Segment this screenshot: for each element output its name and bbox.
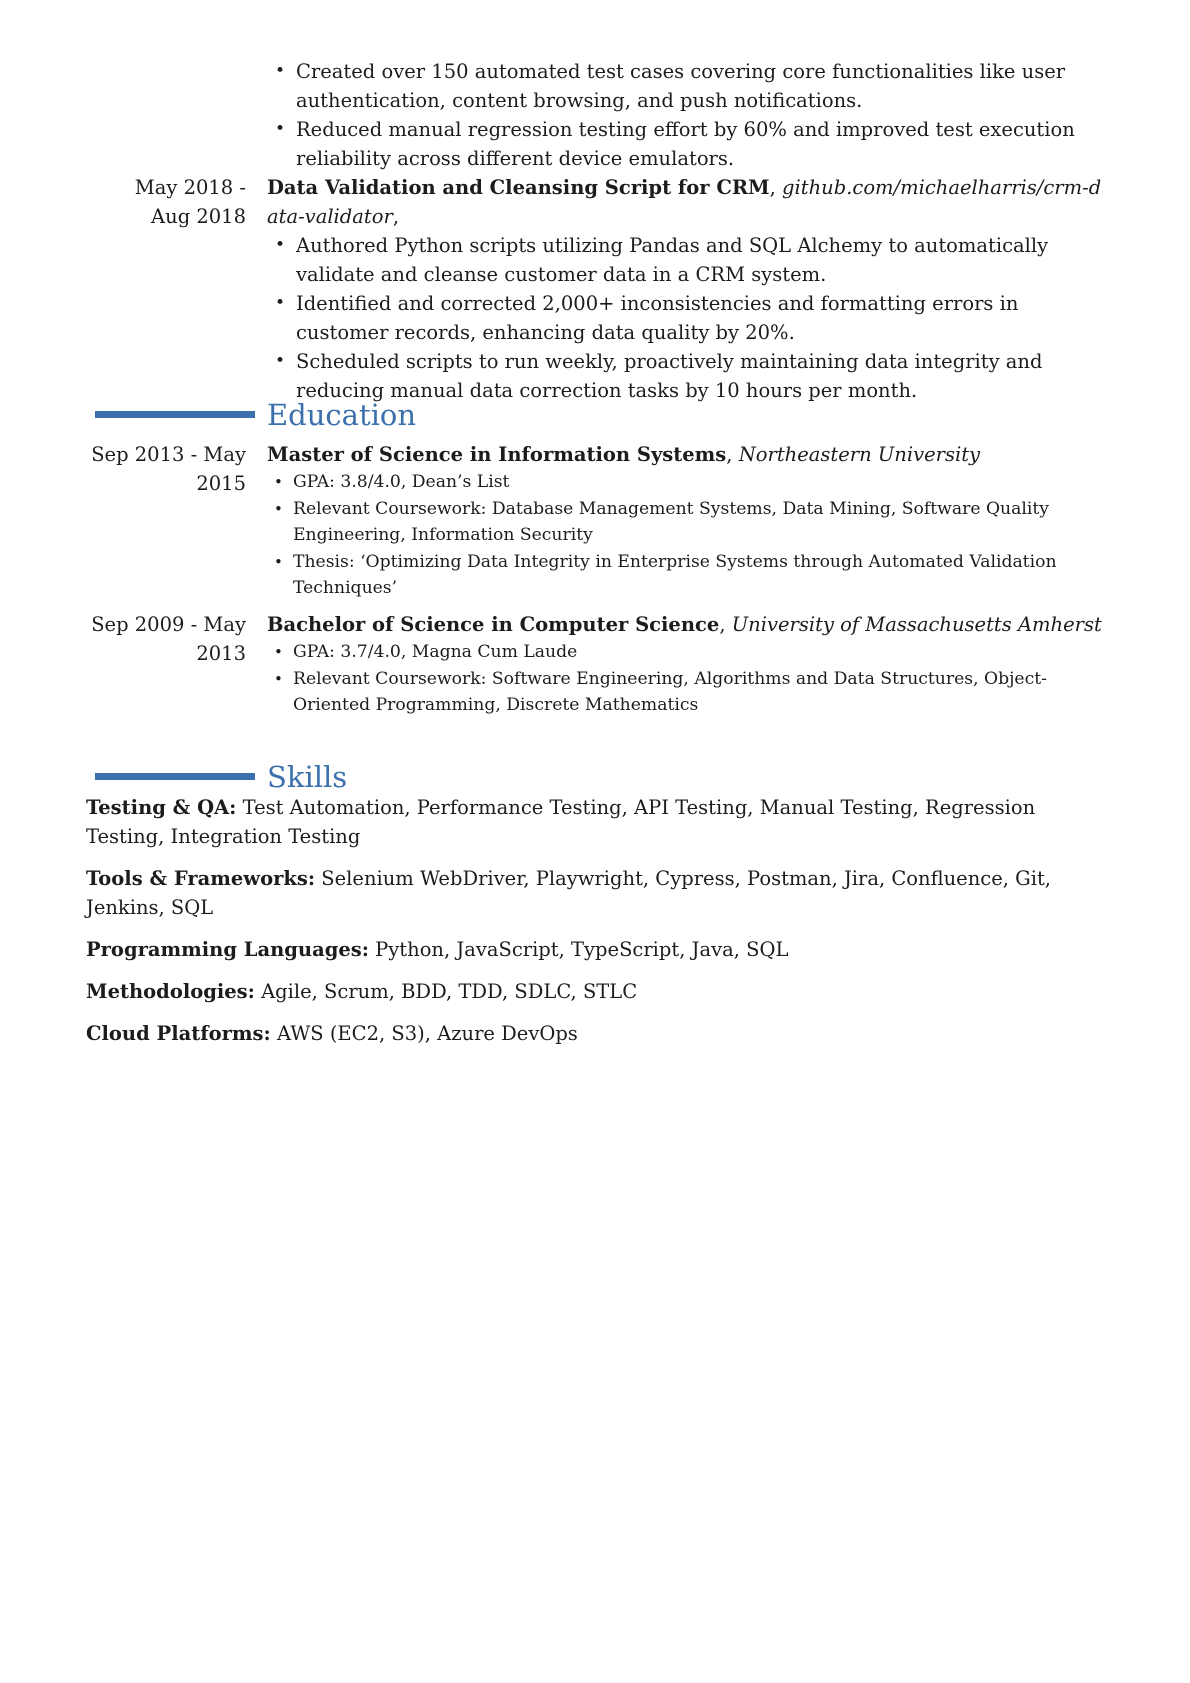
skill-value: Agile, Scrum, BDD, TDD, SDLC, STLC <box>261 980 638 1003</box>
section-accent-bar <box>95 411 255 418</box>
education-date <box>80 440 246 498</box>
date-start: Sep 2009 - May <box>91 613 246 636</box>
section-title: Education <box>267 398 417 432</box>
project-link[interactable]: github.com/michaelharris/crm-data-validator <box>267 176 1102 228</box>
bullet-item: • Reduced manual regression testing effort by 60% and improved test execution reliability across different device emulators. <box>267 115 1102 173</box>
project-trailing-comma: , <box>392 205 400 228</box>
section-title: Skills <box>267 760 348 794</box>
skill-value: AWS (EC2, S3), Azure DevOps <box>276 1022 578 1045</box>
project-bullets <box>267 231 1102 405</box>
date-end: 2015 <box>196 472 246 495</box>
project-heading: Data Validation and Cleansing Script for CRM, github.com/michaelharris/crm-data-validator, <box>267 176 1102 228</box>
skill-value: Python, JavaScript, TypeScript, Java, SQL <box>375 938 789 961</box>
bullet-item: • GPA: 3.7/4.0, Magna Cum Laude <box>267 639 1102 666</box>
previous-project-content <box>267 57 1102 173</box>
bullet-item: • Scheduled scripts to run weekly, proactively maintaining data integrity and reducing manual data correction tasks by 10 hours per month. <box>267 347 1102 405</box>
skill-row <box>86 935 1102 964</box>
education-date <box>80 610 246 668</box>
education-content <box>267 610 1102 719</box>
bullet-item: • Relevant Coursework: Database Management Systems, Data Mining, Software Quality Engineering, Information Security <box>267 496 1102 549</box>
project-title: Data Validation and Cleansing Script for CRM <box>267 176 770 199</box>
date-start: May 2018 - <box>134 176 246 199</box>
section-accent-bar <box>95 773 255 780</box>
skill-label: Methodologies: <box>86 980 255 1003</box>
bullet-item: • Identified and corrected 2,000+ inconsistencies and formatting errors in customer records, enhancing data quality by 20%. <box>267 289 1102 347</box>
bullet-item: • Authored Python scripts utilizing Pandas and SQL Alchemy to automatically validate and cleanse customer data in a CRM system. <box>267 231 1102 289</box>
skill-label: Programming Languages: <box>86 938 369 961</box>
education-content <box>267 440 1102 602</box>
date-start: Sep 2013 - May <box>91 443 246 466</box>
school-name: Northeastern University <box>738 443 981 466</box>
bullet-item: • Created over 150 automated test cases covering core functionalities like user authentication, content browsing, and push notifications. <box>267 57 1102 115</box>
project-content <box>267 173 1102 405</box>
education-heading: Bachelor of Science in Computer Science, University of Massachusetts Amherst <box>267 613 1102 636</box>
skill-value: Test Automation, Performance Testing, API Testing, Manual Testing, Regression Testing, Integration Testing <box>86 796 1036 848</box>
date-end: 2013 <box>196 642 246 665</box>
previous-project-bullets <box>267 57 1102 173</box>
education-bullets <box>267 469 1102 602</box>
education-heading: Master of Science in Information Systems, Northeastern University <box>267 443 981 466</box>
skill-row <box>86 977 1102 1006</box>
bullet-item: • Thesis: ‘Optimizing Data Integrity in Enterprise Systems through Automated Validation Techniques’ <box>267 549 1102 602</box>
degree-title: Master of Science in Information Systems <box>267 443 727 466</box>
skill-row <box>86 864 1102 922</box>
bullet-item: • GPA: 3.8/4.0, Dean’s List <box>267 469 1102 496</box>
bullet-item: • Relevant Coursework: Software Engineering, Algorithms and Data Structures, Object-Oriented Programming, Discrete Mathematics <box>267 666 1102 719</box>
education-section-header <box>0 397 1190 437</box>
skill-value: Selenium WebDriver, Playwright, Cypress, Postman, Jira, Confluence, Git, Jenkins, SQL <box>86 867 1051 919</box>
skill-row <box>86 793 1102 851</box>
skill-label: Testing & QA: <box>86 796 237 819</box>
degree-title: Bachelor of Science in Computer Science <box>267 613 720 636</box>
school-name: University of Massachusetts Amherst <box>731 613 1102 636</box>
skill-label: Cloud Platforms: <box>86 1022 271 1045</box>
project-date <box>80 173 246 231</box>
education-bullets <box>267 639 1102 719</box>
skill-row <box>86 1019 1102 1048</box>
date-end: Aug 2018 <box>151 205 246 228</box>
skill-label: Tools & Frameworks: <box>86 867 316 890</box>
